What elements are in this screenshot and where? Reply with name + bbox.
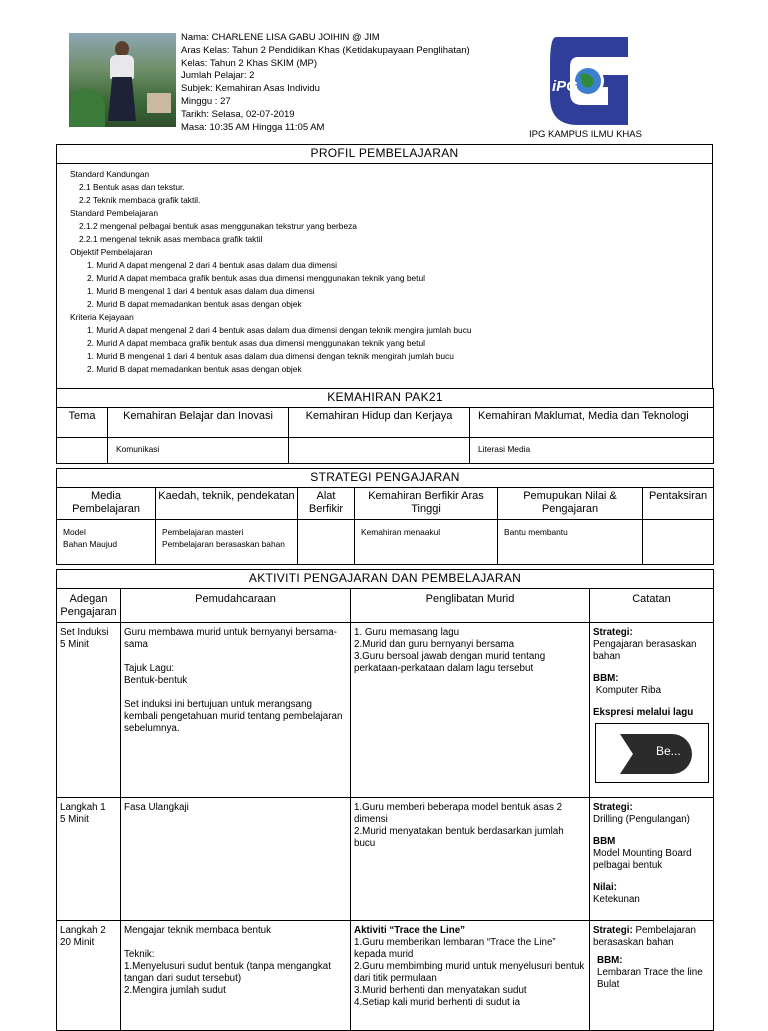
aktiviti-header-adegan: Adegan Pengajaran: [57, 589, 121, 623]
catatan-nilai-label: Nilai:: [593, 882, 617, 893]
aktiviti-row: [57, 921, 714, 1031]
profil-item: 2. Murid B dapat memadankan bentuk asas dengan objek: [87, 299, 302, 309]
row-penglibatan-title: Aktiviti “Trace the Line”: [354, 925, 466, 936]
row-penglibatan: 1.Guru memberi beberapa model bentuk asas 2 dimensi 2.Murid menyatakan bentuk berdasarkan jumlah bucu: [354, 802, 564, 849]
teacher-info: [181, 32, 470, 134]
catatan-bbm: Model Mounting Board pelbagai bentuk: [593, 848, 692, 871]
catatan-strategi-label: Strategi:: [593, 627, 633, 638]
profil-item: 1. Murid A dapat mengenal 2 dari 4 bentuk asas dalam dua dimensi dengan teknik mengira jumlah bucu: [87, 325, 472, 335]
catatan-bbm: Lembaran Trace the line Bulat: [597, 967, 703, 990]
strategi-value-alat: [298, 520, 355, 565]
profil-item: 1. Murid A dapat mengenal 2 dari 4 bentuk asas dalam dua dimensi: [87, 260, 338, 270]
aktiviti-title: AKTIVITI PENGAJARAN DAN PEMBELAJARAN: [57, 570, 714, 589]
pak21-header-maklumat: Kemahiran Maklumat, Media dan Teknologi: [470, 408, 714, 438]
ipg-logo: [548, 35, 630, 127]
video-label: Be...: [656, 744, 681, 758]
pak21-value-belajar: Komunikasi: [108, 438, 289, 464]
strategi-title: STRATEGI PENGAJARAN: [57, 469, 714, 488]
pak21-section: [56, 388, 714, 464]
aktiviti-row: [57, 798, 714, 921]
profil-item: 1. Murid B mengenal 1 dari 4 bentuk asas dalam dua dimensi dengan teknik mengirah jumlah bucu: [87, 351, 454, 361]
catatan-strategi-label: Strategi:: [593, 802, 633, 813]
profil-item: 1. Murid B mengenal 1 dari 4 bentuk asas dalam dua dimensi: [87, 286, 315, 296]
row-pemudahcaraan: Fasa Ulangkaji: [124, 802, 189, 813]
profil-body: [57, 164, 713, 389]
catatan-bbm-label: BBM: [593, 836, 616, 847]
pak21-header-belajar: Kemahiran Belajar dan Inovasi: [108, 408, 289, 438]
profil-heading: Standard Kandungan: [70, 169, 150, 179]
info-nama: Nama: CHARLENE LISA GABU JOIHIN @ JIM: [181, 32, 380, 43]
teacher-photo: [69, 33, 176, 127]
strategi-header-kbat: Kemahiran Berfikir Aras Tinggi: [355, 488, 498, 520]
catatan-bbm-label: BBM:: [597, 955, 623, 966]
row-adegan: Langkah 2 20 Minit: [60, 925, 106, 948]
row-penglibatan: 1.Guru memberikan lembaran “Trace the Line” kepada murid 2.Guru membimbing murid untuk menyelusuri bentuk dari titik permulaan 3.Murid berhenti dan menyatakan sudut 4.Setiap kali murid berhenti di sudut ia: [354, 937, 585, 1008]
strategi-value-nilai: Bantu membantu: [498, 520, 643, 565]
aktiviti-section: [56, 569, 714, 1031]
logo-caption: IPG KAMPUS ILMU KHAS: [529, 129, 642, 140]
profil-title: PROFIL PEMBELAJARAN: [57, 145, 713, 164]
aktiviti-header-catatan: Catatan: [590, 589, 714, 623]
catatan-strategi-label: Strategi:: [593, 925, 633, 936]
svg-text:iPG: iPG: [552, 78, 578, 95]
aktiviti-header-penglibatan: Penglibatan Murid: [351, 589, 590, 623]
strategi-header-kaedah: Kaedah, teknik, pendekatan: [156, 488, 298, 520]
strategi-value-pentaksiran: [643, 520, 714, 565]
profil-heading: Objektif Pembelajaran: [70, 247, 153, 257]
song-video-thumbnail[interactable]: [595, 723, 709, 783]
catatan-strategi: Pembelajaran berasaskan bahan: [593, 925, 696, 948]
strategi-section: [56, 468, 714, 565]
pak21-header-tema: Tema: [57, 408, 108, 438]
catatan-bbm-label: BBM:: [593, 673, 619, 684]
strategi-value-kbat: Kemahiran menaakul: [355, 520, 498, 565]
row-pemudahcaraan: Guru membawa murid untuk bernyanyi bersama-sama Tajuk Lagu: Bentuk-bentuk Set induksi ini bertujuan untuk merangsang kembali pengetahuan murid tentang pembelajaran sebelumnya.: [124, 627, 343, 734]
info-subjek: Subjek: Kemahiran Asas Individu: [181, 83, 320, 95]
pak21-value-hidup: [289, 438, 470, 464]
catatan-strategi: Pengajaran berasaskan bahan: [593, 639, 697, 662]
catatan-nilai: Ketekunan: [593, 894, 640, 905]
profil-item: 2. Murid A dapat membaca grafik bentuk asas dua dimensi menggunakan teknik yang betul: [87, 273, 425, 283]
info-masa: Masa: 10:35 AM Hingga 11:05 AM: [181, 121, 325, 133]
catatan-strategi: Drilling (Pengulangan): [593, 814, 690, 825]
pak21-value-maklumat: Literasi Media: [470, 438, 714, 464]
strategi-header-alat: Alat Berfikir: [298, 488, 355, 520]
profil-item: 2.2 Teknik membaca grafik taktil.: [79, 195, 201, 205]
profil-item: 2.1.2 mengenal pelbagai bentuk asas menggunakan tekstrur yang berbeza: [79, 221, 357, 231]
pak21-header-hidup: Kemahiran Hidup dan Kerjaya: [289, 408, 470, 438]
strategi-header-nilai: Pemupukan Nilai & Pengajaran: [498, 488, 643, 520]
profil-item: 2.1 Bentuk asas dan tekstur.: [79, 182, 185, 192]
profil-item: 2. Murid A dapat membaca grafik bentuk asas dua dimensi menggunakan teknik yang betul: [87, 338, 425, 348]
row-adegan: Set Induksi 5 Minit: [60, 627, 109, 650]
info-kelas: Kelas: Tahun 2 Khas SKIM (MP): [181, 57, 318, 69]
strategi-value-media: Model Bahan Maujud: [57, 520, 156, 565]
row-penglibatan: 1. Guru memasang lagu 2.Murid dan guru bernyanyi bersama 3.Guru bersoal jawab dengan murid tentang perkataan-perkataan dalam lagu tersebut: [354, 627, 546, 674]
profil-heading: Standard Pembelajaran: [70, 208, 158, 218]
profil-heading: Kriteria Kejayaan: [70, 312, 134, 322]
row-pemudahcaraan: Mengajar teknik membaca bentuk Teknik: 1.Menyelusuri sudut bentuk (tanpa mengangkat tangan dari sudut tersebut) 2.Mengira jumlah sudut: [124, 925, 331, 996]
info-tarikh: Tarikh: Selasa, 02-07-2019: [181, 108, 295, 120]
aktiviti-header-pemudahcaraan: Pemudahcaraan: [121, 589, 351, 623]
strategi-header-media: Media Pembelajaran: [57, 488, 156, 520]
pak21-value-tema: [57, 438, 108, 464]
profil-section: [56, 144, 713, 389]
aktiviti-row: [57, 623, 714, 798]
catatan-ekspresi-label: Ekspresi melalui lagu: [593, 707, 694, 718]
profil-item: 2.2.1 mengenal teknik asas membaca grafik taktil: [79, 234, 263, 244]
strategi-value-kaedah: Pembelajaran masteri Pembelajaran berasaskan bahan: [156, 520, 298, 565]
info-minggu: Minggu : 27: [181, 95, 231, 107]
info-jumlah-pelajar: Jumlah Pelajar: 2: [181, 70, 255, 82]
info-aras-kelas: Aras Kelas: Tahun 2 Pendidikan Khas (Ketidakupayaan Penglihatan): [181, 44, 470, 56]
pak21-title: KEMAHIRAN PAK21: [57, 389, 714, 408]
strategi-header-pentaksiran: Pentaksiran: [643, 488, 714, 520]
catatan-bbm: Komputer Riba: [593, 685, 662, 696]
row-adegan: Langkah 1 5 Minit: [60, 802, 106, 825]
profil-item: 2. Murid B dapat memadankan bentuk asas dengan objek: [87, 364, 302, 374]
